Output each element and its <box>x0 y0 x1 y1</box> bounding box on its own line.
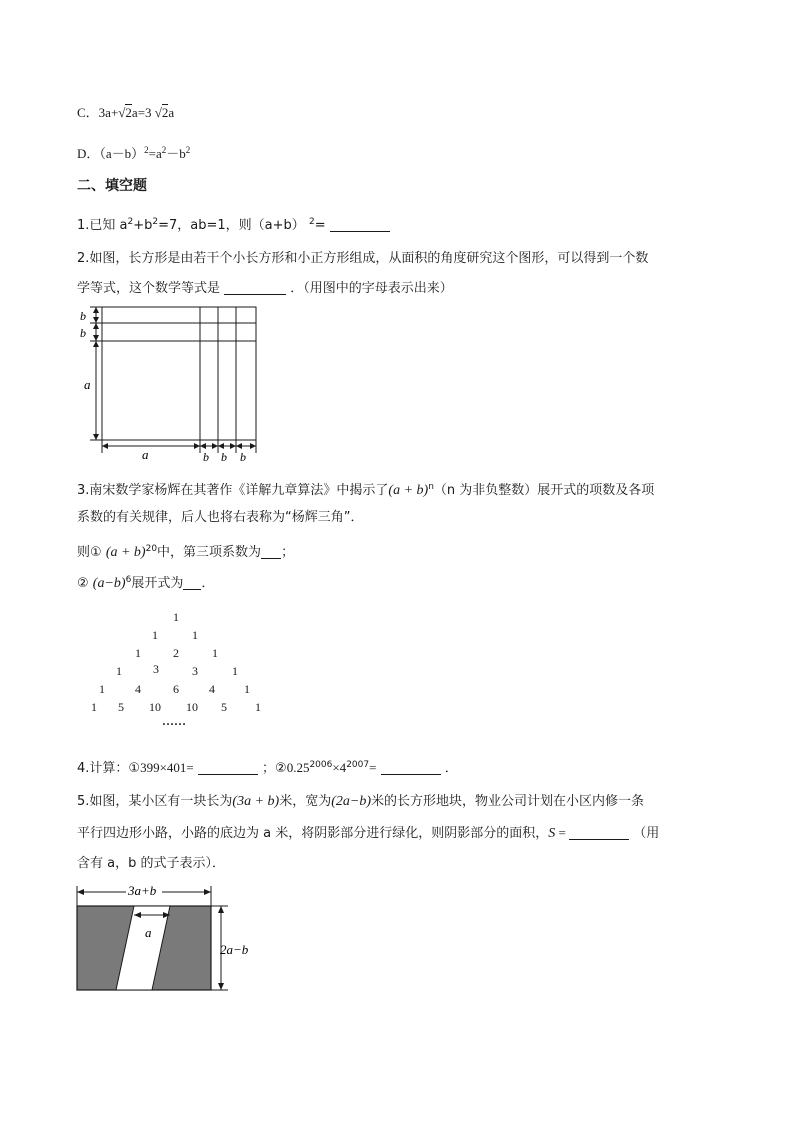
q5-parallelogram-figure <box>76 882 276 992</box>
q3-line-1-a: 3.南宋数学家杨辉在其著作《详解九章算法》中揭示了 <box>77 483 389 498</box>
q2-line-2-a: 学等式，这个数学等式是 <box>77 281 221 296</box>
q4-answer-blank-1[interactable] <box>198 760 258 775</box>
q4-separator: ； <box>262 761 276 776</box>
triangle-ellipsis: …… <box>162 714 186 728</box>
question-1 <box>77 212 390 236</box>
q5-expr-length: (3a + b) <box>232 794 280 809</box>
arrowhead <box>93 434 99 440</box>
triangle-cell: 4 <box>135 682 141 696</box>
question-4 <box>77 755 458 779</box>
q4-marker-2: ② <box>275 761 287 776</box>
arrowhead <box>77 889 84 895</box>
q3-exp-20: 20 <box>145 544 158 554</box>
triangle-cell: 3 <box>192 664 198 678</box>
arrowhead <box>218 906 224 913</box>
q5-equals: = <box>555 825 570 840</box>
q3-line-4-c: ． <box>201 576 215 591</box>
outer-rectangle <box>102 307 256 440</box>
label-b-bottom-3: b <box>240 450 246 464</box>
arrowhead <box>93 307 99 313</box>
q3-expr-a-plus-b: (a + b) <box>388 483 429 498</box>
q3-marker-2: ② <box>77 576 89 591</box>
q4-label: 4.计算： <box>77 761 129 776</box>
label-b-second: b <box>80 326 86 340</box>
q4-end: ． <box>444 761 458 776</box>
triangle-cell: 1 <box>232 664 238 678</box>
q3-exp-n: n <box>428 482 434 492</box>
option-d-text-3: －b <box>166 146 186 161</box>
question-3-line-4 <box>77 570 214 594</box>
q3-line-3-a: 则 <box>77 545 91 560</box>
label-a-bottom: a <box>142 447 149 462</box>
triangle-cell: 2 <box>173 646 179 660</box>
label-a-side: a <box>84 377 91 392</box>
label-right-width: 2a−b <box>220 942 249 957</box>
triangle-cell: 1 <box>135 646 141 660</box>
section-title: 二、填空题 <box>77 178 147 194</box>
arrowhead <box>200 443 206 449</box>
arrowhead <box>194 443 200 449</box>
option-c-suffix: a <box>168 105 175 120</box>
arrowhead <box>93 323 99 329</box>
question-3-line-2: 系数的有关规律，后人也将右表称为“杨辉三角”． <box>77 510 364 525</box>
sqrt-symbol-2: √ <box>154 105 162 120</box>
q3-expr-a-minus-b: (a−b) <box>92 576 126 591</box>
option-c-radicand-2: 2 <box>161 105 169 120</box>
option-d-exp-3: 2 <box>185 145 191 155</box>
question-2-line-1: 2.如图，长方形是由若干个小长方形和小正方形组成，从面积的角度研究这个图形，可以得到一个数 <box>77 251 649 266</box>
q5-answer-blank[interactable] <box>569 825 629 840</box>
q4-exp-2006: 2006 <box>309 760 333 770</box>
triangle-cell: 3 <box>153 662 159 676</box>
arrowhead <box>236 443 242 449</box>
arrowhead <box>93 317 99 323</box>
q5-line-1-b: 米，宽为 <box>279 794 332 809</box>
triangle-cell: 6 <box>173 682 179 696</box>
triangle-cell: 10 <box>149 700 161 714</box>
arrowhead <box>230 443 236 449</box>
triangle-cell: 1 <box>192 628 198 642</box>
q1-exp-3: 2 <box>308 217 315 227</box>
q5-expr-width: (2a−b) <box>331 794 371 809</box>
q5-line-1-c: 米的长方形地块，物业公司计划在小区内修一条 <box>370 794 644 809</box>
label-a-path: a <box>145 925 152 940</box>
triangle-cell: 1 <box>212 646 218 660</box>
q4-marker-1: ① <box>128 761 141 776</box>
q1-text-1: 1.已知 a <box>77 218 128 233</box>
option-d-text-1: D．（a－b） <box>77 146 145 161</box>
arrowhead <box>93 341 99 347</box>
question-5-line-3: 含有 a，b 的式子表示）． <box>77 856 225 871</box>
q3-line-4-b: 展开式为 <box>131 576 184 591</box>
option-c <box>77 103 174 123</box>
label-top-length: 3a+b <box>128 883 157 898</box>
arrowhead <box>204 889 211 895</box>
q2-answer-blank[interactable] <box>224 280 286 295</box>
triangle-cell: 4 <box>209 682 215 696</box>
question-3-line-1 <box>77 477 654 501</box>
q5-symbol-s: S <box>548 826 556 841</box>
q2-line-2-b: ．（用图中的字母表示出来） <box>290 281 453 296</box>
question-2-line-2 <box>77 279 453 299</box>
triangle-cell: 1 <box>244 682 250 696</box>
question-5-line-2 <box>77 823 659 844</box>
triangle-cell: 5 <box>118 700 124 714</box>
arrowhead <box>212 443 218 449</box>
q1-text-2: +b <box>133 218 153 233</box>
q4-expr-2-times: ×4 <box>332 760 347 775</box>
q3-line-3-b: 中，第三项系数为 <box>157 545 262 560</box>
option-d <box>77 140 190 164</box>
q4-answer-blank-2[interactable] <box>381 760 441 775</box>
q4-expr-2-eq: = <box>369 760 377 775</box>
arrowhead <box>218 443 224 449</box>
q5-line-1-a: 5.如图，某小区有一块长为 <box>77 794 233 809</box>
q1-text-4: = <box>314 218 326 233</box>
arrowhead <box>250 443 256 449</box>
q3-answer-blank-1[interactable] <box>261 544 281 559</box>
q3-line-3-c: ； <box>281 545 295 560</box>
q4-exp-2007: 2007 <box>346 760 370 770</box>
q4-expr-1: 399×401= <box>140 760 194 775</box>
option-d-exp-2: 2 <box>161 145 167 155</box>
triangle-cell: 10 <box>186 700 198 714</box>
q3-expr-a-plus-b-20: (a + b) <box>105 545 146 560</box>
q1-exp-2: 2 <box>152 217 159 227</box>
option-d-exp-1: 2 <box>144 145 149 155</box>
sqrt-symbol: √ <box>118 105 126 120</box>
q5-line-2-c: （用 <box>633 826 660 841</box>
q2-rectangle-figure <box>76 303 266 463</box>
triangle-cell: 5 <box>221 700 227 714</box>
q3-answer-blank-2[interactable] <box>183 575 201 590</box>
q4-expr-2-base: 0.25 <box>286 760 310 775</box>
q1-text-3: =7，ab=1，则（a+b） <box>158 218 305 233</box>
option-c-mid: a=3 <box>131 105 152 120</box>
triangle-cell: 1 <box>91 700 97 714</box>
label-b-bottom-2: b <box>221 450 227 464</box>
arrowhead <box>93 335 99 341</box>
option-d-text-2: =a <box>148 146 162 161</box>
q3-exp-6: 6 <box>125 575 132 585</box>
q3-line-1-b: （n 为非负整数）展开式的项数及各项 <box>433 483 655 498</box>
q5-line-2-a: 平行四边形小路，小路的底边为 a 米，将阴影部分进行绿化，则阴影部分的面积， <box>77 826 549 841</box>
question-3-line-3 <box>77 539 294 563</box>
triangle-cell: 1 <box>152 628 158 642</box>
triangle-cell: 1 <box>99 682 105 696</box>
label-b-bottom-1: b <box>203 450 209 464</box>
q3-marker-1: ① <box>90 545 102 560</box>
label-b-top: b <box>80 309 86 323</box>
arrowhead <box>218 983 224 990</box>
arrowhead <box>102 443 108 449</box>
triangle-cell: 1 <box>173 610 179 624</box>
triangle-cell: 1 <box>255 700 261 714</box>
triangle-cell: 1 <box>116 664 122 678</box>
option-c-prefix: C．3a+ <box>77 105 119 120</box>
question-5-line-1 <box>77 792 644 812</box>
q1-answer-blank[interactable] <box>330 217 390 232</box>
q1-exp-1: 2 <box>127 217 134 227</box>
option-c-radicand: 2 <box>125 105 132 120</box>
